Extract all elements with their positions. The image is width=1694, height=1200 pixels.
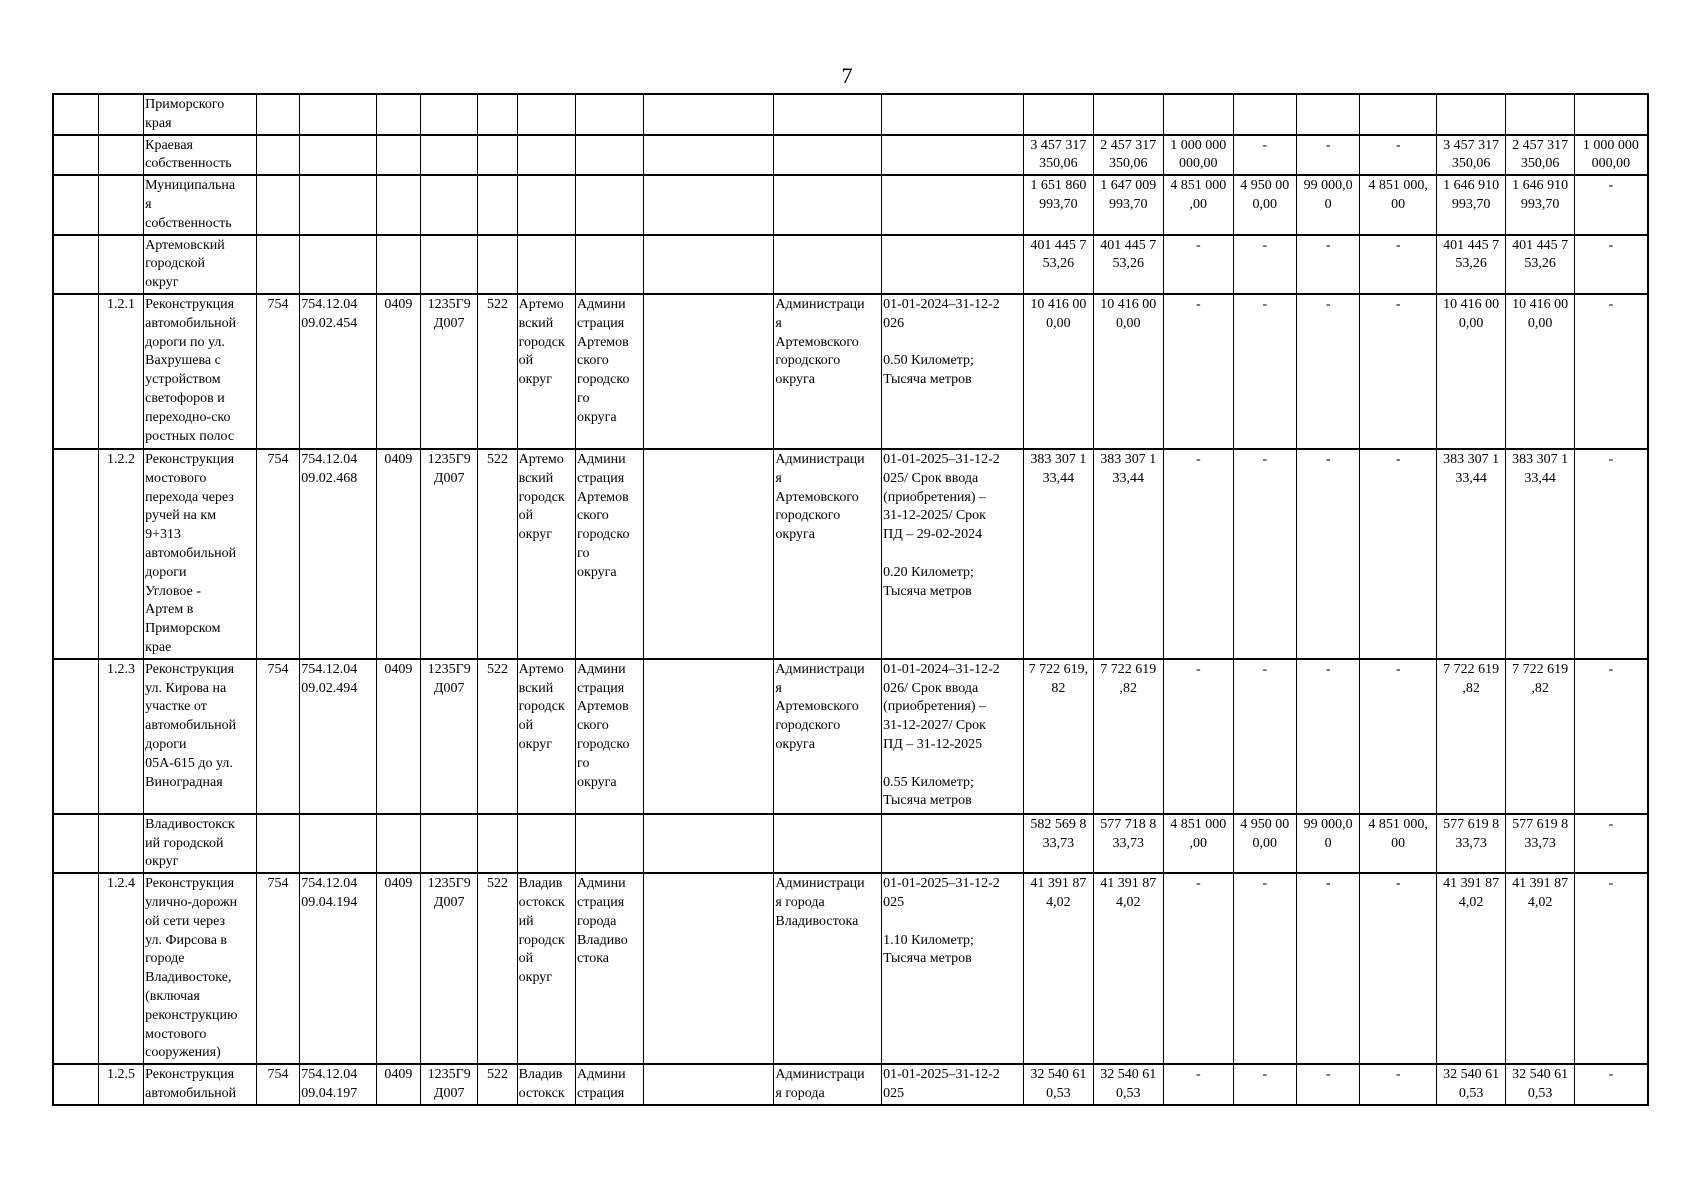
- empty-cell: [643, 235, 774, 294]
- expense-type: 522: [478, 873, 517, 1064]
- section-code: [376, 175, 420, 234]
- limit-federal: -: [1574, 814, 1648, 873]
- local-cofinancing: 99 000,0 0: [1296, 175, 1359, 234]
- object-code: [300, 235, 377, 294]
- row-number: [98, 814, 143, 873]
- total-cost: 401 445 7 53,26: [1024, 235, 1093, 294]
- limit-regional: 10 416 00 0,00: [1506, 294, 1574, 449]
- object-code: [300, 175, 377, 234]
- local-cofinancing: -: [1296, 1064, 1359, 1105]
- section-code: [376, 814, 420, 873]
- target-article: [421, 94, 478, 135]
- row-number: 1.2.1: [98, 294, 143, 449]
- grbs-code: [256, 135, 299, 176]
- empty-cell: [643, 294, 774, 449]
- developer: [774, 94, 882, 135]
- limit-federal: -: [1574, 235, 1648, 294]
- empty-cell: [643, 814, 774, 873]
- limit-federal: -: [1574, 873, 1648, 1064]
- regional-budget: 577 718 8 33,73: [1093, 814, 1163, 873]
- grbs-code: 754: [256, 294, 299, 449]
- table-row: [53, 235, 1648, 294]
- grbs-code: [256, 175, 299, 234]
- local-budget: -: [1233, 294, 1296, 449]
- regional-budget: 1 647 009 993,70: [1093, 175, 1163, 234]
- federal-budget: 4 851 000 ,00: [1164, 175, 1233, 234]
- expense-type: [478, 94, 517, 135]
- limit-total: 10 416 00 0,00: [1436, 294, 1505, 449]
- developer: Администраци я Артемовского городского округа: [774, 294, 882, 449]
- object-name: Артемовский городской округ: [144, 235, 257, 294]
- regional-budget: 383 307 1 33,44: [1093, 449, 1163, 659]
- municipality: Артемо вский городск ой округ: [517, 294, 575, 449]
- expense-type: [478, 175, 517, 234]
- customer: Админи страция Артемов ского городско го округа: [576, 294, 643, 449]
- customer: Админи страция: [576, 1064, 643, 1105]
- municipality: [517, 135, 575, 176]
- expense-type: [478, 135, 517, 176]
- table-row: [53, 135, 1648, 176]
- blank-cell: [53, 814, 98, 873]
- developer: Администраци я города: [774, 1064, 882, 1105]
- target-article: [421, 175, 478, 234]
- limit-federal: -: [1574, 294, 1648, 449]
- municipality: Владив остокск: [517, 1064, 575, 1105]
- object-name: Краевая собственность: [144, 135, 257, 176]
- object-name: Муниципальна я собственность: [144, 175, 257, 234]
- municipality: Владив остокск ий городск ой округ: [517, 873, 575, 1064]
- local-budget: [1233, 94, 1296, 135]
- target-article: 1235Г9 Д007: [421, 1064, 478, 1105]
- limit-federal: -: [1574, 175, 1648, 234]
- limit-federal: 1 000 000 000,00: [1574, 135, 1648, 176]
- regional-budget: 2 457 317 350,06: [1093, 135, 1163, 176]
- other-sources: -: [1360, 1064, 1437, 1105]
- total-cost: 41 391 87 4,02: [1024, 873, 1093, 1064]
- regional-budget: 7 722 619 ,82: [1093, 659, 1163, 814]
- regional-budget: 41 391 87 4,02: [1093, 873, 1163, 1064]
- limit-total: 3 457 317 350,06: [1436, 135, 1505, 176]
- limit-total: 383 307 1 33,44: [1436, 449, 1505, 659]
- federal-budget: 4 851 000 ,00: [1164, 814, 1233, 873]
- row-number: 1.2.4: [98, 873, 143, 1064]
- regional-budget: 401 445 7 53,26: [1093, 235, 1163, 294]
- limit-regional: 401 445 7 53,26: [1506, 235, 1574, 294]
- total-cost: 582 569 8 33,73: [1024, 814, 1093, 873]
- municipality: Артемо вский городск ой округ: [517, 449, 575, 659]
- table-row: [53, 1064, 1648, 1105]
- limit-regional: 2 457 317 350,06: [1506, 135, 1574, 176]
- object-code: [300, 94, 377, 135]
- empty-cell: [643, 1064, 774, 1105]
- local-cofinancing: -: [1296, 449, 1359, 659]
- other-sources: -: [1360, 135, 1437, 176]
- federal-budget: -: [1164, 1064, 1233, 1105]
- target-article: 1235Г9 Д007: [421, 659, 478, 814]
- empty-cell: [643, 659, 774, 814]
- blank-cell: [53, 94, 98, 135]
- limit-total: 1 646 910 993,70: [1436, 175, 1505, 234]
- limit-regional: 383 307 1 33,44: [1506, 449, 1574, 659]
- section-code: [376, 235, 420, 294]
- empty-cell: [643, 873, 774, 1064]
- local-cofinancing: -: [1296, 294, 1359, 449]
- row-number: 1.2.3: [98, 659, 143, 814]
- grbs-code: 754: [256, 1064, 299, 1105]
- municipality: [517, 814, 575, 873]
- developer: [774, 175, 882, 234]
- federal-budget: -: [1164, 449, 1233, 659]
- other-sources: -: [1360, 235, 1437, 294]
- municipality: Артемо вский городск ой округ: [517, 659, 575, 814]
- other-sources: -: [1360, 294, 1437, 449]
- empty-cell: [643, 449, 774, 659]
- period-capacity: [882, 175, 1024, 234]
- expense-type: 522: [478, 449, 517, 659]
- limit-total: 7 722 619 ,82: [1436, 659, 1505, 814]
- limit-federal: [1574, 94, 1648, 135]
- customer: [576, 175, 643, 234]
- empty-cell: [643, 135, 774, 176]
- grbs-code: 754: [256, 449, 299, 659]
- local-cofinancing: -: [1296, 135, 1359, 176]
- local-cofinancing: -: [1296, 873, 1359, 1064]
- section-code: 0409: [376, 659, 420, 814]
- local-budget: -: [1233, 659, 1296, 814]
- regional-budget: 32 540 61 0,53: [1093, 1064, 1163, 1105]
- row-number: [98, 135, 143, 176]
- period-capacity: 01-01-2024–31-12-2 026 0.50 Километр; Тысяча метров: [882, 294, 1024, 449]
- limit-regional: 32 540 61 0,53: [1506, 1064, 1574, 1105]
- other-sources: -: [1360, 449, 1437, 659]
- limit-total: 577 619 8 33,73: [1436, 814, 1505, 873]
- object-code: [300, 814, 377, 873]
- object-code: 754.12.04 09.02.468: [300, 449, 377, 659]
- expense-type: [478, 235, 517, 294]
- developer: [774, 814, 882, 873]
- customer: [576, 235, 643, 294]
- municipality: [517, 94, 575, 135]
- period-capacity: [882, 94, 1024, 135]
- federal-budget: -: [1164, 294, 1233, 449]
- table-row: [53, 294, 1648, 449]
- developer: [774, 135, 882, 176]
- municipality: [517, 175, 575, 234]
- expense-type: [478, 814, 517, 873]
- federal-budget: -: [1164, 659, 1233, 814]
- grbs-code: [256, 814, 299, 873]
- section-code: [376, 94, 420, 135]
- section-code: [376, 135, 420, 176]
- table-row: [53, 873, 1648, 1064]
- other-sources: [1360, 94, 1437, 135]
- local-cofinancing: -: [1296, 235, 1359, 294]
- total-cost: [1024, 94, 1093, 135]
- object-name: Реконструкция автомобильной: [144, 1064, 257, 1105]
- period-capacity: 01-01-2025–31-12-2 025/ Срок ввода (приобретения) – 31-12-2025/ Срок ПД – 29-02-2024 0.20 Километр; Тысяча метров: [882, 449, 1024, 659]
- blank-cell: [53, 1064, 98, 1105]
- object-name: Реконструкция ул. Кирова на участке от автомобильной дороги 05А-615 до ул. Виноградная: [144, 659, 257, 814]
- target-article: 1235Г9 Д007: [421, 294, 478, 449]
- period-capacity: [882, 235, 1024, 294]
- developer: [774, 235, 882, 294]
- expense-type: 522: [478, 294, 517, 449]
- section-code: 0409: [376, 449, 420, 659]
- target-article: [421, 235, 478, 294]
- other-sources: -: [1360, 659, 1437, 814]
- empty-cell: [643, 175, 774, 234]
- target-article: 1235Г9 Д007: [421, 449, 478, 659]
- regional-budget: [1093, 94, 1163, 135]
- row-number: [98, 235, 143, 294]
- object-code: 754.12.04 09.04.194: [300, 873, 377, 1064]
- object-code: 754.12.04 09.02.454: [300, 294, 377, 449]
- federal-budget: -: [1164, 235, 1233, 294]
- program-table: [52, 93, 1649, 1106]
- blank-cell: [53, 449, 98, 659]
- customer: Админи страция Артемов ского городско го округа: [576, 659, 643, 814]
- limit-total: 41 391 87 4,02: [1436, 873, 1505, 1064]
- section-code: 0409: [376, 1064, 420, 1105]
- blank-cell: [53, 873, 98, 1064]
- target-article: [421, 814, 478, 873]
- period-capacity: 01-01-2025–31-12-2 025 1.10 Километр; Тысяча метров: [882, 873, 1024, 1064]
- limit-regional: [1506, 94, 1574, 135]
- table-row: [53, 814, 1648, 873]
- customer: [576, 814, 643, 873]
- local-budget: -: [1233, 135, 1296, 176]
- grbs-code: [256, 94, 299, 135]
- row-number: [98, 175, 143, 234]
- customer: Админи страция города Владиво стока: [576, 873, 643, 1064]
- total-cost: 10 416 00 0,00: [1024, 294, 1093, 449]
- object-code: 754.12.04 09.04.197: [300, 1064, 377, 1105]
- blank-cell: [53, 175, 98, 234]
- developer: Администраци я Артемовского городского округа: [774, 659, 882, 814]
- total-cost: 383 307 1 33,44: [1024, 449, 1093, 659]
- regional-budget: 10 416 00 0,00: [1093, 294, 1163, 449]
- local-budget: 4 950 00 0,00: [1233, 814, 1296, 873]
- expense-type: 522: [478, 659, 517, 814]
- empty-cell: [643, 94, 774, 135]
- local-budget: 4 950 00 0,00: [1233, 175, 1296, 234]
- period-capacity: [882, 814, 1024, 873]
- other-sources: 4 851 000, 00: [1360, 814, 1437, 873]
- total-cost: 32 540 61 0,53: [1024, 1064, 1093, 1105]
- object-name: Реконструкция улично-дорожн ой сети через ул. Фирсова в городе Владивостоке, (включая реконструкцию мостового сооружения): [144, 873, 257, 1064]
- object-name: Реконструкция мостового перехода через ручей на км 9+313 автомобильной дороги Угловое - Артем в Приморском крае: [144, 449, 257, 659]
- blank-cell: [53, 235, 98, 294]
- blank-cell: [53, 135, 98, 176]
- limit-regional: 577 619 8 33,73: [1506, 814, 1574, 873]
- limit-federal: -: [1574, 659, 1648, 814]
- local-cofinancing: 99 000,0 0: [1296, 814, 1359, 873]
- object-name: Реконструкция автомобильной дороги по ул. Вахрушева с устройством светофоров и переходно-ско ростных полос: [144, 294, 257, 449]
- target-article: 1235Г9 Д007: [421, 873, 478, 1064]
- period-capacity: [882, 135, 1024, 176]
- page-number: 7: [841, 63, 853, 88]
- object-name: Владивостокск ий городской округ: [144, 814, 257, 873]
- customer: [576, 135, 643, 176]
- blank-cell: [53, 659, 98, 814]
- municipality: [517, 235, 575, 294]
- customer: [576, 94, 643, 135]
- limit-federal: -: [1574, 449, 1648, 659]
- total-cost: 7 722 619, 82: [1024, 659, 1093, 814]
- object-code: [300, 135, 377, 176]
- federal-budget: -: [1164, 873, 1233, 1064]
- total-cost: 3 457 317 350,06: [1024, 135, 1093, 176]
- local-cofinancing: [1296, 94, 1359, 135]
- limit-total: 32 540 61 0,53: [1436, 1064, 1505, 1105]
- other-sources: -: [1360, 873, 1437, 1064]
- federal-budget: 1 000 000 000,00: [1164, 135, 1233, 176]
- local-cofinancing: -: [1296, 659, 1359, 814]
- section-code: 0409: [376, 294, 420, 449]
- table-row: [53, 659, 1648, 814]
- developer: Администраци я Артемовского городского округа: [774, 449, 882, 659]
- section-code: 0409: [376, 873, 420, 1064]
- table-row: [53, 449, 1648, 659]
- table-row: [53, 175, 1648, 234]
- row-number: 1.2.2: [98, 449, 143, 659]
- limit-total: [1436, 94, 1505, 135]
- object-code: 754.12.04 09.02.494: [300, 659, 377, 814]
- expense-type: 522: [478, 1064, 517, 1105]
- grbs-code: 754: [256, 659, 299, 814]
- developer: Администраци я города Владивостока: [774, 873, 882, 1064]
- grbs-code: [256, 235, 299, 294]
- limit-federal: -: [1574, 1064, 1648, 1105]
- local-budget: -: [1233, 1064, 1296, 1105]
- row-number: 1.2.5: [98, 1064, 143, 1105]
- local-budget: -: [1233, 449, 1296, 659]
- local-budget: -: [1233, 235, 1296, 294]
- target-article: [421, 135, 478, 176]
- limit-regional: 7 722 619 ,82: [1506, 659, 1574, 814]
- period-capacity: 01-01-2024–31-12-2 026/ Срок ввода (приобретения) – 31-12-2027/ Срок ПД – 31-12-2025 0.55 Километр; Тысяча метров: [882, 659, 1024, 814]
- blank-cell: [53, 294, 98, 449]
- limit-regional: 41 391 87 4,02: [1506, 873, 1574, 1064]
- limit-total: 401 445 7 53,26: [1436, 235, 1505, 294]
- total-cost: 1 651 860 993,70: [1024, 175, 1093, 234]
- limit-regional: 1 646 910 993,70: [1506, 175, 1574, 234]
- local-budget: -: [1233, 873, 1296, 1064]
- customer: Админи страция Артемов ского городско го округа: [576, 449, 643, 659]
- table-row: [53, 94, 1648, 135]
- object-name: Приморского края: [144, 94, 257, 135]
- other-sources: 4 851 000, 00: [1360, 175, 1437, 234]
- period-capacity: 01-01-2025–31-12-2 025: [882, 1064, 1024, 1105]
- federal-budget: [1164, 94, 1233, 135]
- grbs-code: 754: [256, 873, 299, 1064]
- row-number: [98, 94, 143, 135]
